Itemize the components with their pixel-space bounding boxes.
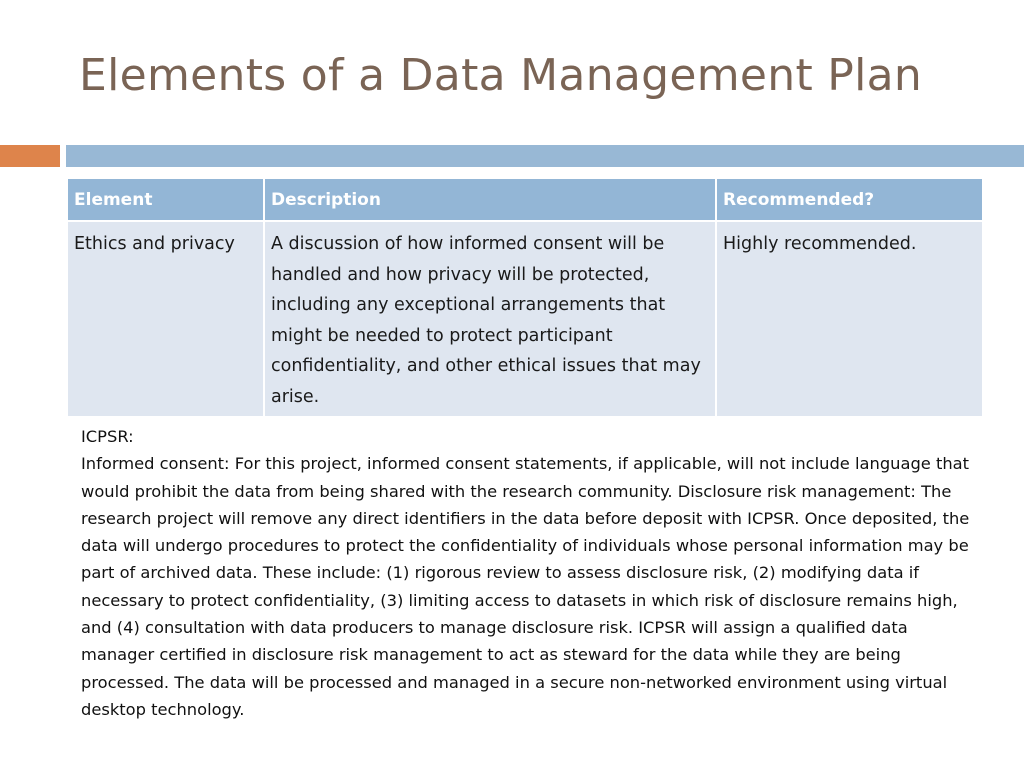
column-header-description: Description [264,179,716,221]
column-header-element: Element [68,179,264,221]
column-header-recommended: Recommended? [716,179,982,221]
cell-recommended: Highly recommended. [716,221,982,416]
accent-bar-blue [66,145,1024,167]
dmp-elements-table [68,179,982,416]
cell-description: A discussion of how informed consent will be handled and how privacy will be protected, including any exceptional arrangements that might be needed to protect participant confidentiality, and other ethical issues that may arise. [264,221,716,416]
slide-title: Elements of a Data Management Plan [79,50,923,101]
icpsr-note [81,423,986,723]
table-row [68,221,982,416]
accent-bar-orange [0,145,60,167]
table-header-row [68,179,982,221]
note-body: Informed consent: For this project, informed consent statements, if applicable, will not include language that would prohibit the data from being shared with the research community. Disclosure risk management: The research project will remove any direct identifiers in the data before deposit with ICPSR. Once deposited, the data will undergo procedures to protect the confidentiality of individuals whose personal information may be part of archived data. These include: (1) rigorous review to assess disclosure risk, (2) modifying data if necessary to protect confidentiality, (3) limiting access to datasets in which risk of disclosure remains high, and (4) consultation with data producers to manage disclosure risk. ICPSR will assign a qualified data manager certified in disclosure risk management to act as steward for the data while they are being processed. The data will be processed and managed in a secure non-networked environment using virtual desktop technology. [81,454,970,719]
cell-element: Ethics and privacy [68,221,264,416]
note-label: ICPSR: [81,427,134,446]
